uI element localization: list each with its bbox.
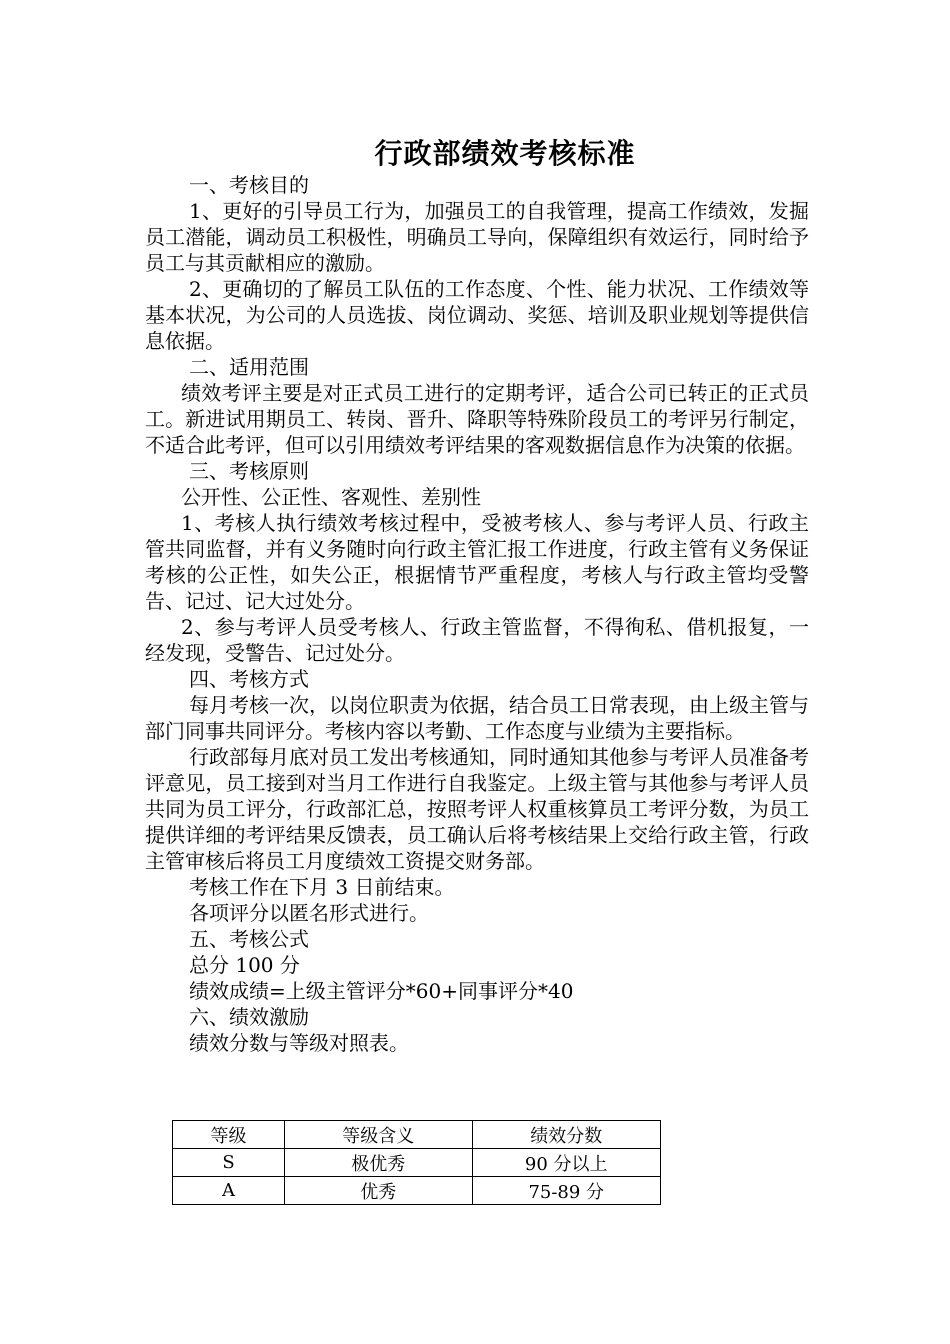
section-heading: 五、考核公式 xyxy=(189,927,309,951)
grade-table xyxy=(172,1120,661,1205)
table-cell: 优秀 xyxy=(285,1177,472,1205)
table-cell: 90 分以上 xyxy=(472,1149,661,1177)
table-header-cell: 等级含义 xyxy=(285,1121,472,1149)
paragraph: 绩效分数与等级对照表。 xyxy=(189,1031,409,1055)
paragraph: 2、参与考评人员受考核人、行政主管监督，不得徇私、借机报复，一经发现，受警告、记过处分。 xyxy=(145,615,809,665)
section-heading: 四、考核方式 xyxy=(189,667,309,691)
section-heading: 一、考核目的 xyxy=(189,173,309,197)
document-body xyxy=(145,172,809,1056)
paragraph: 每月考核一次，以岗位职责为依据，结合员工日常表现，由上级主管与部门同事共同评分。考核内容以考勤、工作态度与业绩为主要指标。 xyxy=(145,693,809,743)
paragraph: 总分 100 分 xyxy=(189,953,300,977)
table-row xyxy=(173,1177,661,1205)
document-title: 行政部绩效考核标准 xyxy=(374,137,636,170)
paragraph: 1、考核人执行绩效考核过程中，受被考核人、参与考评人员、行政主管共同监督，并有义务随时向行政主管汇报工作进度，行政主管有义务保证考核的公正性，如失公正，根据情节严重程度，考核人与行政主管均受警告、记过、记大过处分。 xyxy=(145,511,809,613)
table-header-cell: 等级 xyxy=(173,1121,285,1149)
paragraph: 行政部每月底对员工发出考核通知，同时通知其他参与考评人员准备考评意见，员工接到对当月工作进行自我鉴定。上级主管与其他参与考评人员共同为员工评分，行政部汇总，按照考评人权重核算员工考评分数，为员工提供详细的考评结果反馈表，员工确认后将考核结果上交给行政主管，行政主管审核后将员工月度绩效工资提交财务部。 xyxy=(145,745,809,873)
table-cell: 75-89 分 xyxy=(472,1177,661,1205)
section-heading: 二、适用范围 xyxy=(189,355,309,379)
table-cell: S xyxy=(173,1149,285,1177)
paragraph: 1、更好的引导员工行为，加强员工的自我管理，提高工作绩效，发掘员工潜能，调动员工积极性，明确员工导向，保障组织有效运行，同时给予员工与其贡献相应的激励。 xyxy=(145,199,809,275)
table-cell: 极优秀 xyxy=(285,1149,472,1177)
paragraph: 各项评分以匿名形式进行。 xyxy=(189,901,429,925)
section-heading: 三、考核原则 xyxy=(189,459,309,483)
paragraph: 考核工作在下月 3 日前结束。 xyxy=(189,875,455,899)
paragraph: 绩效成绩=上级主管评分*60+同事评分*40 xyxy=(189,979,574,1003)
paragraph: 绩效考评主要是对正式员工进行的定期考评，适合公司已转正的正式员工。新进试用期员工、转岗、晋升、降职等特殊阶段员工的考评另行制定，不适合此考评，但可以引用绩效考评结果的客观数据信息作为决策的依据。 xyxy=(145,381,809,457)
table-row xyxy=(173,1149,661,1177)
table-header-cell: 绩效分数 xyxy=(472,1121,661,1149)
paragraph: 2、更确切的了解员工队伍的工作态度、个性、能力状况、工作绩效等基本状况，为公司的人员选拔、岗位调动、奖惩、培训及职业规划等提供信息依据。 xyxy=(145,277,809,353)
section-heading: 六、绩效激励 xyxy=(189,1005,309,1029)
table-cell: A xyxy=(173,1177,285,1205)
paragraph: 公开性、公正性、客观性、差别性 xyxy=(181,485,481,509)
table-header-row xyxy=(173,1121,661,1149)
